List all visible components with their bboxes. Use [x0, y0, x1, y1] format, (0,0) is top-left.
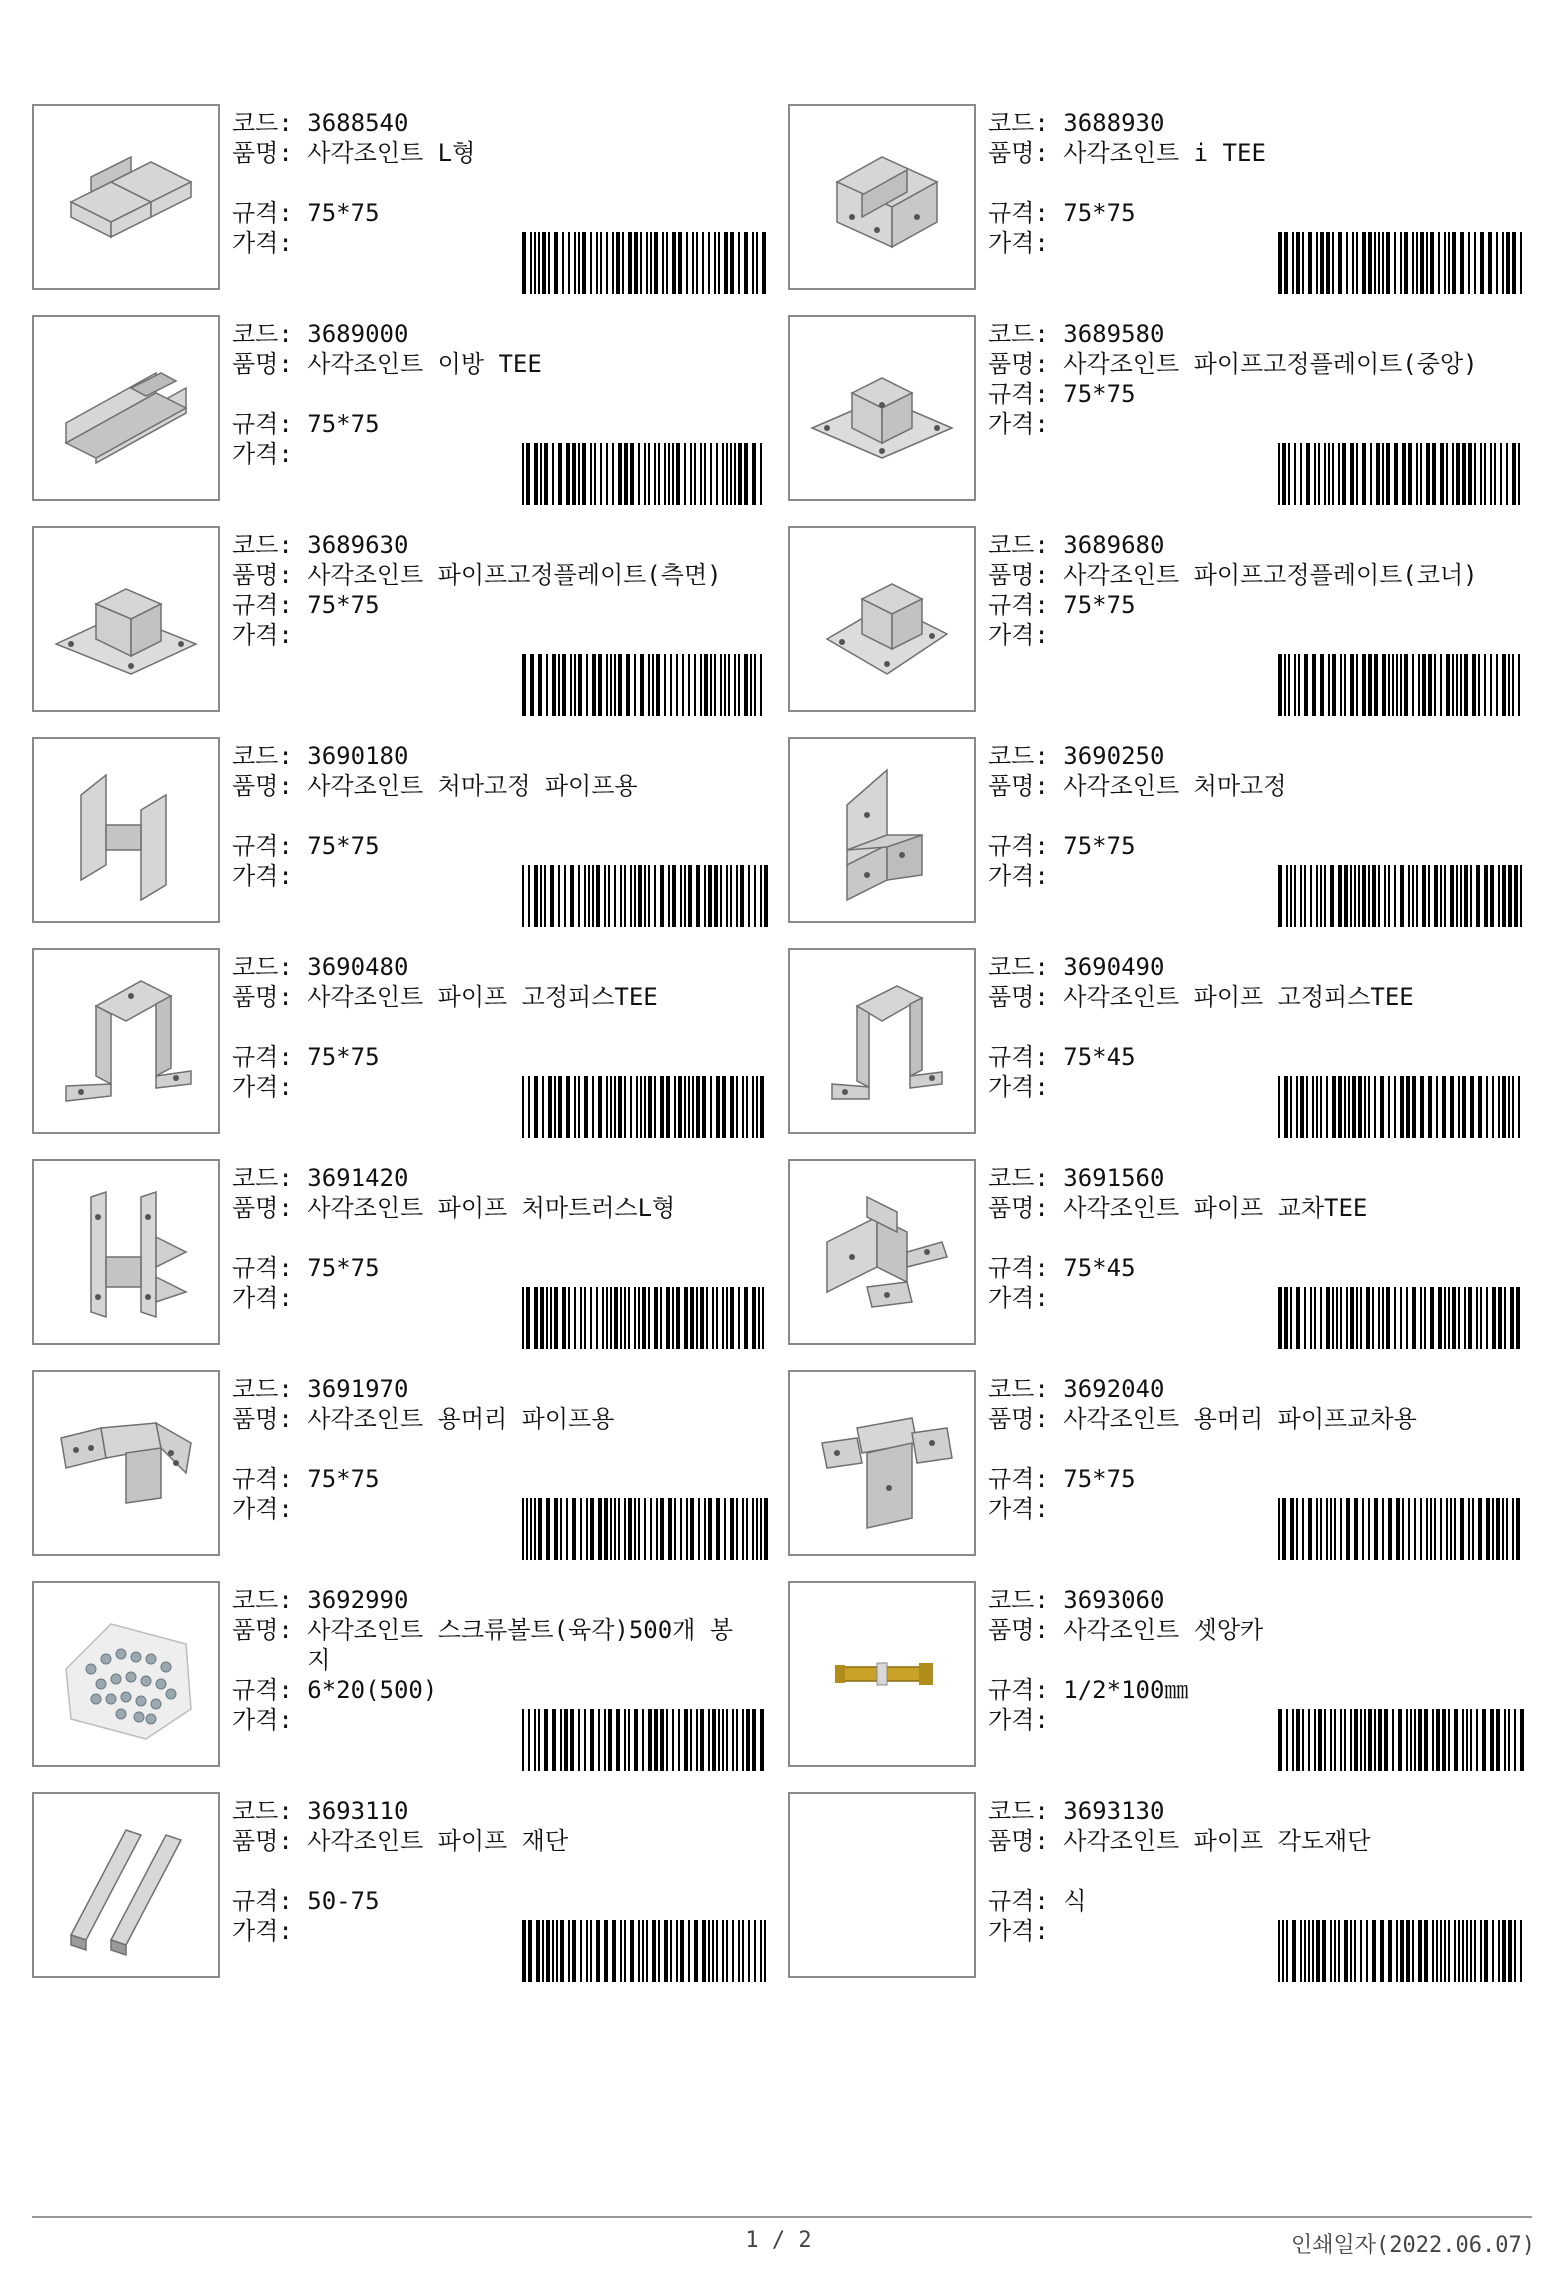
product-code-label: 코드:: [988, 1375, 1049, 1403]
saddle-tee-small-icon: [807, 966, 957, 1116]
spacer: [988, 1856, 1528, 1886]
barcode: [520, 1920, 770, 1982]
product-price-label: 가격:: [988, 410, 1049, 438]
product-name-value: 사각조인트 파이프 고정피스TEE: [307, 983, 658, 1011]
product-spec-value: 75*75: [1063, 591, 1136, 619]
product-spec-row: [988, 1253, 1528, 1283]
product-name-row: [988, 1404, 1528, 1434]
product-code-value: 3690180: [307, 742, 409, 770]
product-image: [32, 1581, 220, 1767]
product-price-label: 가격:: [988, 862, 1049, 890]
product-price-label: 가격:: [232, 1284, 293, 1312]
spacer: [232, 168, 772, 198]
barcode: [520, 1709, 770, 1771]
product-spec-label: 규격:: [988, 1043, 1049, 1071]
center-plate-icon: [807, 333, 957, 483]
barcode: [520, 443, 770, 505]
product-spec-row: [232, 1253, 772, 1283]
product-code-value: 3691560: [1063, 1164, 1165, 1192]
product-name-row: [232, 138, 772, 168]
product-name-label: 품명:: [232, 139, 293, 167]
product-code-value: 3689630: [307, 531, 409, 559]
product-code-row: [988, 108, 1528, 138]
product-name-value: 사각조인트 파이프 교차TEE: [1063, 1194, 1368, 1222]
product-code-value: 3688930: [1063, 109, 1165, 137]
product-price-label: 가격:: [988, 1706, 1049, 1734]
product-name-row: [988, 1826, 1528, 1856]
product-name-label: 품명:: [988, 1616, 1049, 1644]
footer-divider: [32, 2216, 1532, 2218]
product-name-label: 품명:: [988, 139, 1049, 167]
product-spec-value: 50-75: [307, 1887, 380, 1915]
spacer: [232, 1223, 772, 1253]
product-spec-value: 75*75: [307, 410, 380, 438]
product-spec-row: [988, 379, 1528, 409]
spacer: [988, 1223, 1528, 1253]
product-price-label: 가격:: [232, 229, 293, 257]
two-way-tee-icon: [51, 333, 201, 483]
product-name-label: 품명:: [232, 350, 293, 378]
product-info: [988, 530, 1528, 650]
product-price-label: 가격:: [232, 1706, 293, 1734]
product-spec-label: 규격:: [232, 832, 293, 860]
product-price-label: 가격:: [988, 1073, 1049, 1101]
barcode: [1276, 1920, 1526, 1982]
product-code-row: [988, 530, 1528, 560]
product-image: [32, 1370, 220, 1556]
product-name-label: 품명:: [988, 1405, 1049, 1433]
product-name-label: 품명:: [232, 1405, 293, 1433]
product-code-label: 코드:: [232, 1164, 293, 1192]
product-name-value: 사각조인트 파이프고정플레이트(중앙): [1063, 350, 1478, 378]
product-card: [32, 1792, 772, 1982]
barcode: [1276, 1287, 1526, 1349]
product-name-row: [988, 1193, 1528, 1223]
product-spec-value: 75*75: [307, 1465, 380, 1493]
barcode: [520, 1076, 770, 1138]
product-image: [788, 1581, 976, 1767]
product-spec-label: 규격:: [232, 410, 293, 438]
product-spec-label: 규격:: [988, 1254, 1049, 1282]
product-spec-label: 규격:: [232, 1676, 293, 1704]
product-price-row: [988, 620, 1528, 650]
truss-l-icon: [51, 1177, 201, 1327]
product-spec-row: [988, 831, 1528, 861]
product-image: [32, 1792, 220, 1978]
barcode: [520, 865, 770, 927]
product-name-value: 사각조인트 i TEE: [1063, 139, 1266, 167]
product-image: [32, 526, 220, 712]
product-code-label: 코드:: [988, 531, 1049, 559]
product-code-row: [988, 319, 1528, 349]
product-spec-label: 규격:: [988, 199, 1049, 227]
product-name-value: 사각조인트 셋앙카: [1063, 1616, 1264, 1644]
product-spec-row: [988, 1675, 1528, 1705]
product-spec-value: 75*75: [307, 1043, 380, 1071]
product-name-value: 사각조인트 용머리 파이프용: [307, 1405, 615, 1433]
product-code-value: 3689580: [1063, 320, 1165, 348]
product-code-label: 코드:: [988, 109, 1049, 137]
product-card: [788, 1159, 1528, 1349]
product-card: [788, 1581, 1528, 1771]
product-price-label: 가격:: [232, 1073, 293, 1101]
product-name-row: [232, 1826, 772, 1856]
product-spec-label: 규격:: [988, 380, 1049, 408]
product-code-value: 3693110: [307, 1797, 409, 1825]
product-image: [788, 104, 976, 290]
product-name-row: [988, 349, 1528, 379]
product-price-label: 가격:: [232, 621, 293, 649]
square-pipe-icon: [51, 1810, 201, 1960]
product-code-label: 코드:: [988, 1797, 1049, 1825]
product-price-label: 가격:: [988, 229, 1049, 257]
product-spec-row: [232, 1464, 772, 1494]
product-code-value: 3688540: [307, 109, 409, 137]
product-card: [32, 1370, 772, 1560]
product-price-label: 가격:: [232, 862, 293, 890]
product-card: [788, 737, 1528, 927]
product-name-value: 사각조인트 파이프 각도재단: [1063, 1827, 1371, 1855]
side-plate-icon: [51, 544, 201, 694]
product-spec-row: [988, 1042, 1528, 1072]
product-image: [788, 526, 976, 712]
product-code-value: 3693130: [1063, 1797, 1165, 1825]
product-info: [232, 530, 772, 650]
product-spec-row: [988, 1886, 1528, 1916]
product-card: [788, 315, 1528, 505]
barcode: [1276, 443, 1526, 505]
barcode: [1276, 654, 1526, 716]
screw-bag-icon: [51, 1599, 201, 1749]
product-spec-label: 규격:: [988, 1465, 1049, 1493]
product-spec-value: 1/2*100㎜: [1063, 1676, 1189, 1704]
spacer: [232, 1012, 772, 1042]
product-image: [32, 315, 220, 501]
product-spec-value: 75*75: [307, 591, 380, 619]
product-card: [32, 737, 772, 927]
product-spec-value: 75*75: [1063, 199, 1136, 227]
product-code-label: 코드:: [988, 953, 1049, 981]
product-name-value: 사각조인트 스크류볼트(육각)500개 봉지: [307, 1616, 734, 1674]
product-code-label: 코드:: [232, 109, 293, 137]
product-image: [788, 1159, 976, 1345]
product-name-label: 품명:: [988, 1827, 1049, 1855]
product-spec-label: 규격:: [232, 1043, 293, 1071]
product-image: [32, 737, 220, 923]
barcode: [1276, 1498, 1526, 1560]
product-code-value: 3691420: [307, 1164, 409, 1192]
anchor-bolt-icon: [807, 1599, 957, 1749]
product-code-row: [988, 952, 1528, 982]
product-card: [32, 526, 772, 716]
product-spec-row: [988, 1464, 1528, 1494]
product-price-label: 가격:: [988, 1495, 1049, 1523]
product-name-row: [232, 1404, 772, 1434]
product-spec-label: 규격:: [988, 1676, 1049, 1704]
product-image: [788, 737, 976, 923]
product-spec-value: 6*20(500): [307, 1676, 438, 1704]
spacer: [232, 801, 772, 831]
product-image: [32, 104, 220, 290]
product-name-row: [988, 982, 1528, 1012]
product-spec-label: 규격:: [232, 1254, 293, 1282]
product-code-value: 3691970: [307, 1375, 409, 1403]
l-joint-icon: [51, 122, 201, 272]
product-spec-value: 75*75: [307, 199, 380, 227]
product-code-label: 코드:: [232, 742, 293, 770]
product-spec-value: 75*75: [1063, 380, 1136, 408]
product-spec-label: 규격:: [232, 591, 293, 619]
product-spec-label: 규격:: [988, 591, 1049, 619]
barcode: [520, 1498, 770, 1560]
product-spec-label: 규격:: [232, 199, 293, 227]
product-name-value: 사각조인트 파이프고정플레이트(측면): [307, 561, 722, 589]
product-image: [32, 948, 220, 1134]
product-spec-value: 75*45: [1063, 1254, 1136, 1282]
product-card: [788, 1370, 1528, 1560]
product-spec-row: [988, 590, 1528, 620]
product-spec-row: [232, 198, 772, 228]
ridge-cross-bracket-icon: [807, 1388, 957, 1538]
spacer: [988, 1645, 1528, 1675]
product-name-row: [232, 982, 772, 1012]
product-code-label: 코드:: [232, 1375, 293, 1403]
product-price-label: 가격:: [988, 1917, 1049, 1945]
spacer: [988, 1012, 1528, 1042]
barcode: [520, 1287, 770, 1349]
product-code-value: 3689680: [1063, 531, 1165, 559]
product-price-row: [232, 620, 772, 650]
product-code-row: [232, 319, 772, 349]
product-card: [788, 104, 1528, 294]
i-tee-joint-icon: [807, 122, 957, 272]
product-code-row: [232, 1163, 772, 1193]
saddle-tee-icon: [51, 966, 201, 1116]
product-name-value: 사각조인트 이방 TEE: [307, 350, 542, 378]
product-name-row: [232, 1193, 772, 1223]
product-code-row: [232, 108, 772, 138]
product-spec-value: 75*75: [1063, 1465, 1136, 1493]
product-code-label: 코드:: [232, 531, 293, 559]
product-code-value: 3690250: [1063, 742, 1165, 770]
product-name-label: 품명:: [988, 983, 1049, 1011]
product-image: [788, 948, 976, 1134]
product-code-label: 코드:: [988, 1164, 1049, 1192]
product-card: [32, 948, 772, 1138]
product-spec-value: 75*75: [307, 832, 380, 860]
product-code-label: 코드:: [988, 320, 1049, 348]
barcode: [520, 654, 770, 716]
barcode: [1276, 1709, 1526, 1771]
product-spec-row: [232, 1886, 772, 1916]
spacer: [232, 1856, 772, 1886]
barcode: [1276, 865, 1526, 927]
product-code-value: 3690480: [307, 953, 409, 981]
product-spec-row: [232, 590, 772, 620]
print-date: 인쇄일자(2022.06.07): [1291, 2233, 1535, 2258]
product-code-value: 3690490: [1063, 953, 1165, 981]
product-code-value: 3689000: [307, 320, 409, 348]
cross-tee-icon: [807, 1177, 957, 1327]
product-code-row: [232, 952, 772, 982]
spacer: [232, 1434, 772, 1464]
product-code-row: [988, 1796, 1528, 1826]
product-name-value: 사각조인트 L형: [307, 139, 476, 167]
product-code-label: 코드:: [988, 742, 1049, 770]
spacer: [232, 379, 772, 409]
product-spec-label: 규격:: [232, 1887, 293, 1915]
product-spec-row: [232, 409, 772, 439]
product-code-value: 3693060: [1063, 1586, 1165, 1614]
product-code-row: [232, 1796, 772, 1826]
product-name-row: [988, 1615, 1528, 1645]
product-price-row: [988, 409, 1528, 439]
page-number: 1 / 2: [745, 2228, 812, 2253]
product-code-label: 코드:: [232, 1586, 293, 1614]
product-code-value: 3692990: [307, 1586, 409, 1614]
product-name-label: 품명:: [232, 1827, 293, 1855]
product-name-value: 사각조인트 파이프 처마트러스L형: [307, 1194, 676, 1222]
product-price-label: 가격:: [232, 440, 293, 468]
product-price-label: 가격:: [988, 1284, 1049, 1312]
product-price-label: 가격:: [232, 1917, 293, 1945]
eave-bracket-icon: [807, 755, 957, 905]
product-spec-label: 규격:: [232, 1465, 293, 1493]
product-code-row: [988, 1374, 1528, 1404]
product-code-row: [232, 741, 772, 771]
product-spec-value: 75*75: [307, 1254, 380, 1282]
product-card: [32, 1159, 772, 1349]
product-spec-label: 규격:: [988, 832, 1049, 860]
product-code-row: [988, 1163, 1528, 1193]
product-spec-value: 75*75: [1063, 832, 1136, 860]
product-code-label: 코드:: [232, 320, 293, 348]
product-card: [788, 526, 1528, 716]
product-spec-label: 규격:: [988, 1887, 1049, 1915]
product-name-label: 품명:: [232, 983, 293, 1011]
product-spec-row: [232, 831, 772, 861]
product-name-value: 사각조인트 처마고정 파이프용: [307, 772, 638, 800]
product-spec-value: 식: [1063, 1887, 1087, 1915]
product-price-label: 가격:: [232, 1495, 293, 1523]
product-spec-value: 75*45: [1063, 1043, 1136, 1071]
ridge-bracket-icon: [51, 1388, 201, 1538]
product-card: [32, 104, 772, 294]
barcode: [1276, 232, 1526, 294]
product-code-row: [232, 1374, 772, 1404]
product-name-row: [232, 349, 772, 379]
product-image: [788, 1792, 976, 1978]
corner-plate-icon: [807, 544, 957, 694]
product-info: [988, 319, 1528, 439]
spacer: [988, 1434, 1528, 1464]
product-code-row: [232, 1585, 772, 1615]
product-name-value: 사각조인트 파이프 재단: [307, 1827, 569, 1855]
product-name-label: 품명:: [232, 772, 293, 800]
product-image: [788, 1370, 976, 1556]
product-code-label: 코드:: [232, 953, 293, 981]
product-card: [788, 1792, 1528, 1982]
product-name-label: 품명:: [988, 1194, 1049, 1222]
product-spec-row: [988, 198, 1528, 228]
product-name-row: [988, 138, 1528, 168]
product-spec-row: [232, 1042, 772, 1072]
product-name-label: 품명:: [988, 350, 1049, 378]
product-card: [788, 948, 1528, 1138]
spacer: [988, 168, 1528, 198]
product-code-row: [988, 1585, 1528, 1615]
product-image: [32, 1159, 220, 1345]
product-name-label: 품명:: [988, 772, 1049, 800]
product-code-label: 코드:: [232, 1797, 293, 1825]
eave-bracket-pipe-icon: [51, 755, 201, 905]
product-card: [32, 315, 772, 505]
barcode: [1276, 1076, 1526, 1138]
product-code-row: [232, 530, 772, 560]
product-name-row: [232, 771, 772, 801]
product-name-value: 사각조인트 용머리 파이프교차용: [1063, 1405, 1417, 1433]
product-name-row: [988, 771, 1528, 801]
barcode: [520, 232, 770, 294]
product-name-value: 사각조인트 처마고정: [1063, 772, 1287, 800]
product-name-value: 사각조인트 파이프 고정피스TEE: [1063, 983, 1414, 1011]
product-name-label: 품명:: [988, 561, 1049, 589]
product-name-row: [232, 1615, 772, 1675]
product-name-value: 사각조인트 파이프고정플레이트(코너): [1063, 561, 1478, 589]
product-name-label: 품명:: [232, 1616, 293, 1644]
product-image: [788, 315, 976, 501]
product-card: [32, 1581, 772, 1771]
product-price-label: 가격:: [988, 621, 1049, 649]
product-code-label: 코드:: [988, 1586, 1049, 1614]
product-code-value: 3692040: [1063, 1375, 1165, 1403]
product-name-row: [232, 560, 772, 590]
product-name-row: [988, 560, 1528, 590]
product-spec-row: [232, 1675, 772, 1705]
product-name-label: 품명:: [232, 1194, 293, 1222]
spacer: [988, 801, 1528, 831]
product-code-row: [988, 741, 1528, 771]
product-name-label: 품명:: [232, 561, 293, 589]
